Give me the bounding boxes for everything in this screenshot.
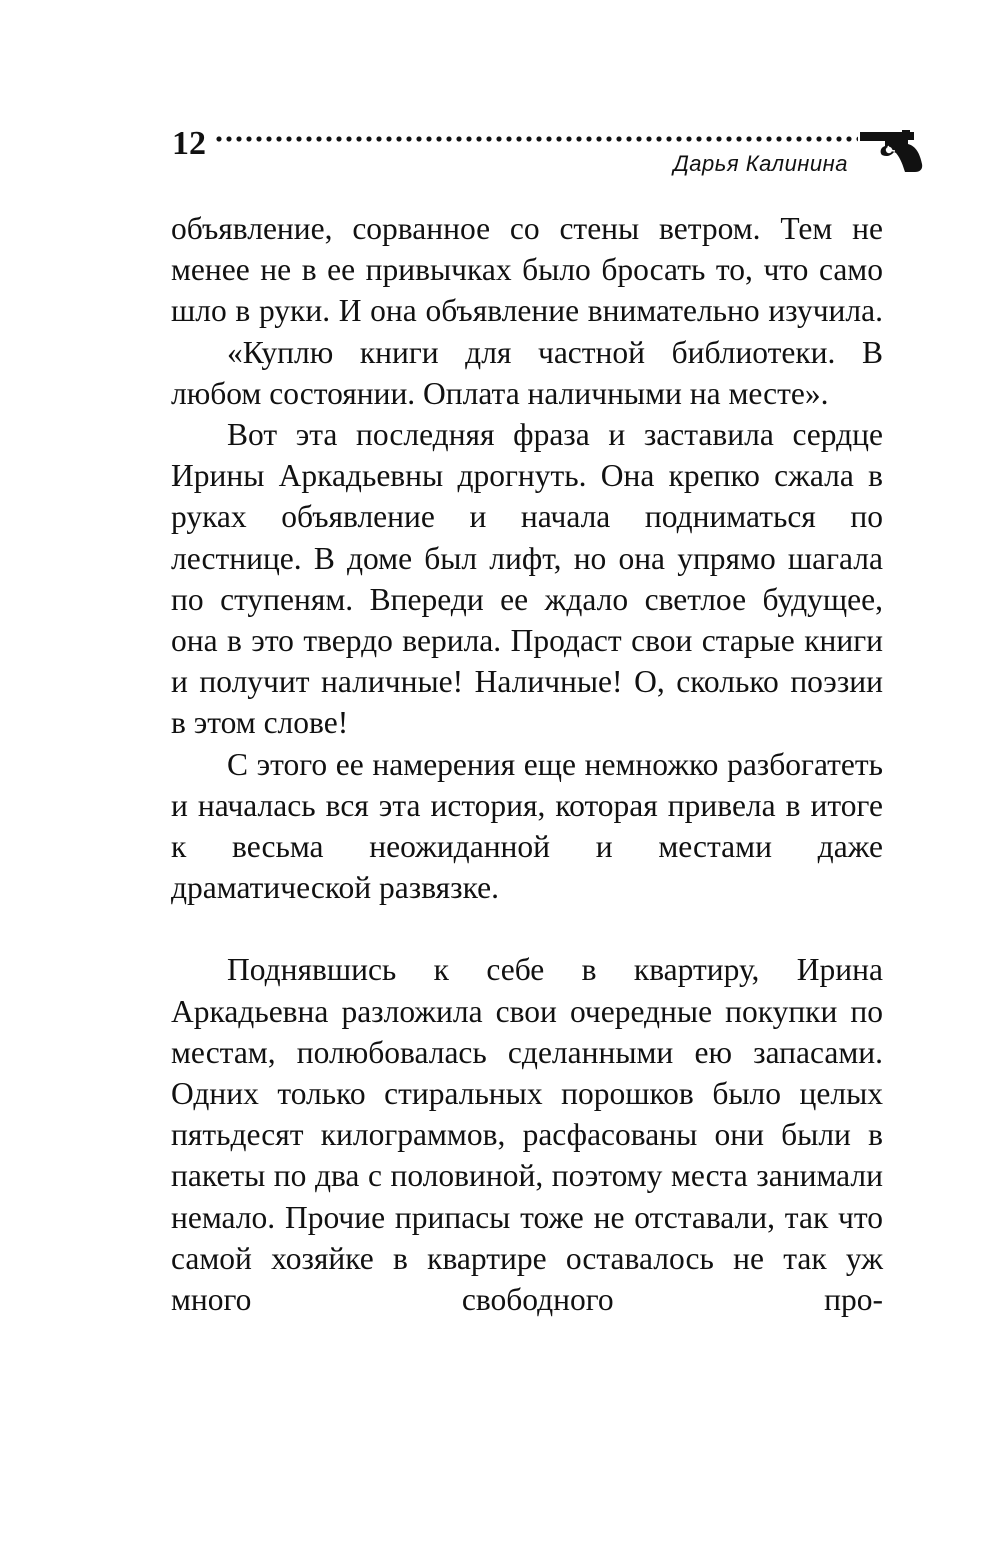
- page-number: 12: [172, 125, 206, 162]
- paragraph-1: объявление, сорванное со стены ветром. Тем не менее не в ее привычках было бросать то, что само шло в руки. И она объявление внимательно изучила.: [171, 211, 883, 329]
- running-head-author: Дарья Калинина: [673, 151, 848, 176]
- paragraph-2: «Куплю книги для частной библиотеки. В любом состоянии. Оплата наличными на месте».: [171, 334, 883, 411]
- paragraph-5: Поднявшись к себе в квартиру, Ирина Аркадьевна разложила свои очередные покупки по местам, полюбовалась сделанными ею запасами. Одних только стиральных порошков было целых пятьдесят килограммов, расфасованы они были в пакеты по два с половиной, поэтому места занимали немало. Прочие припасы тоже не отставали, так что самой хозяйке в квартире оставалось не так уж много свободного про-: [171, 952, 883, 1318]
- paragraph-4: С этого ее намерения еще немножко разбогатеть и началась вся эта история, которая привела в итоге к весьма неожиданной и местами даже драматической развязке.: [171, 746, 883, 906]
- section-break: [171, 908, 883, 949]
- body-text: [171, 208, 883, 1320]
- paragraph-3: Вот эта последняя фраза и заставила сердце Ирины Аркадьевны дрогнуть. Она крепко сжала в руках объявление и начала подниматься по лестнице. В доме был лифт, но она упрямо шагала по ступеням. Впереди ее ждало светлое будущее, она в это твердо верила. Продаст свои старые книги и получит наличные! Наличные! О, сколько поэзии в этом слове!: [171, 417, 883, 741]
- revolver-icon: [858, 126, 924, 174]
- dotted-leader: [214, 134, 858, 144]
